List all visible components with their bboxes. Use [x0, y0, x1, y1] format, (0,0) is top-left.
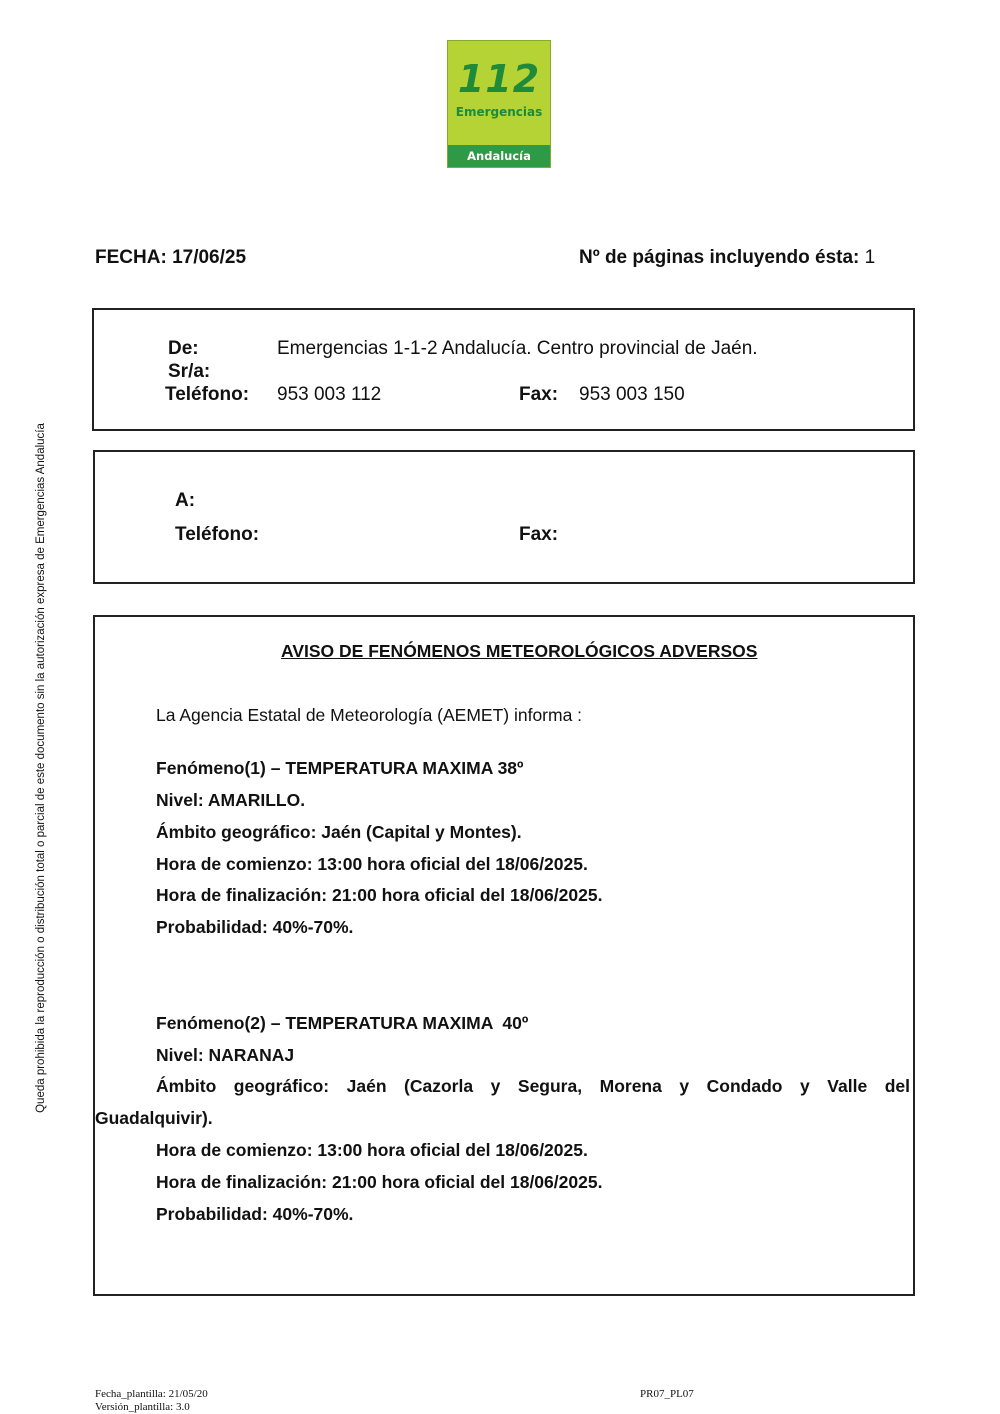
- phenomenon-1-probability: Probabilidad: 40%-70%.: [156, 917, 354, 937]
- phenomenon-1-level: Nivel: AMARILLO.: [156, 790, 306, 810]
- page-count-label: Nº de páginas incluyendo ésta:: [579, 247, 860, 268]
- sender-phone-value: 953 003 112: [277, 384, 382, 405]
- page-count-field: [579, 247, 875, 269]
- recipient-fax-label: Fax:: [519, 524, 559, 545]
- phenomenon-2-probability: Probabilidad: 40%-70%.: [156, 1204, 354, 1224]
- recipient-name-label: Sr/a:: [168, 361, 211, 382]
- phenomenon-2-scope-line-1: Ámbito geográfico: Jaén (Cazorla y Segura, Morena y Condado y Valle del: [156, 1076, 910, 1096]
- phenomenon-2-start: Hora de comienzo: 13:00 hora oficial del 18/06/2025.: [156, 1140, 588, 1160]
- logo-112-emergencias: [447, 40, 551, 168]
- notice-title: AVISO DE FENÓMENOS METEOROLÓGICOS ADVERSOS: [281, 641, 758, 661]
- footer-code: PR07_PL07: [640, 1388, 694, 1400]
- phenomenon-1-scope: Ámbito geográfico: Jaén (Capital y Montes).: [156, 822, 522, 842]
- recipient-phone-label: Teléfono:: [175, 524, 260, 545]
- phenomenon-2-end: Hora de finalización: 21:00 hora oficial del 18/06/2025.: [156, 1172, 603, 1192]
- logo-name: Emergencias: [455, 105, 543, 119]
- date-value: 17/06/25: [172, 247, 247, 268]
- from-label: De:: [168, 338, 199, 359]
- phenomenon-2-level: Nivel: NARANAJ: [156, 1045, 295, 1065]
- to-label: A:: [175, 490, 196, 511]
- notice-intro: La Agencia Estatal de Meteorología (AEMET) informa :: [156, 705, 583, 725]
- side-note: Queda prohibida la reproducción o distribución total o parcial de este documento sin la autorización expresa de Emergencias Andalucía: [35, 423, 47, 1113]
- sender-fax-value: 953 003 150: [579, 384, 685, 405]
- date-label: FECHA:: [95, 247, 167, 268]
- page-count-value: 1: [864, 247, 876, 268]
- phenomenon-2-title: Fenómeno(2) – TEMPERATURA MAXIMA 40º: [156, 1013, 529, 1033]
- footer-template-date: Fecha_plantilla: 21/05/20: [95, 1388, 208, 1400]
- logo-region: Andalucía: [448, 145, 550, 167]
- logo-number: 112: [457, 57, 541, 101]
- phenomenon-2-scope-line-2: Guadalquivir).: [95, 1108, 213, 1128]
- from-value: Emergencias 1-1-2 Andalucía. Centro provincial de Jaén.: [277, 338, 758, 359]
- recipient-box: [93, 450, 915, 584]
- phenomenon-1-start: Hora de comienzo: 13:00 hora oficial del 18/06/2025.: [156, 854, 588, 874]
- phenomenon-1-end: Hora de finalización: 21:00 hora oficial del 18/06/2025.: [156, 885, 603, 905]
- footer-template-version: Versión_plantilla: 3.0: [95, 1401, 190, 1413]
- sender-box: [92, 308, 915, 431]
- phenomenon-1-title: Fenómeno(1) – TEMPERATURA MAXIMA 38º: [156, 758, 524, 778]
- date-field: [95, 247, 246, 269]
- footer-template-info: [95, 1388, 208, 1414]
- sender-fax-label: Fax:: [519, 384, 559, 405]
- sender-phone-label: Teléfono:: [165, 384, 250, 405]
